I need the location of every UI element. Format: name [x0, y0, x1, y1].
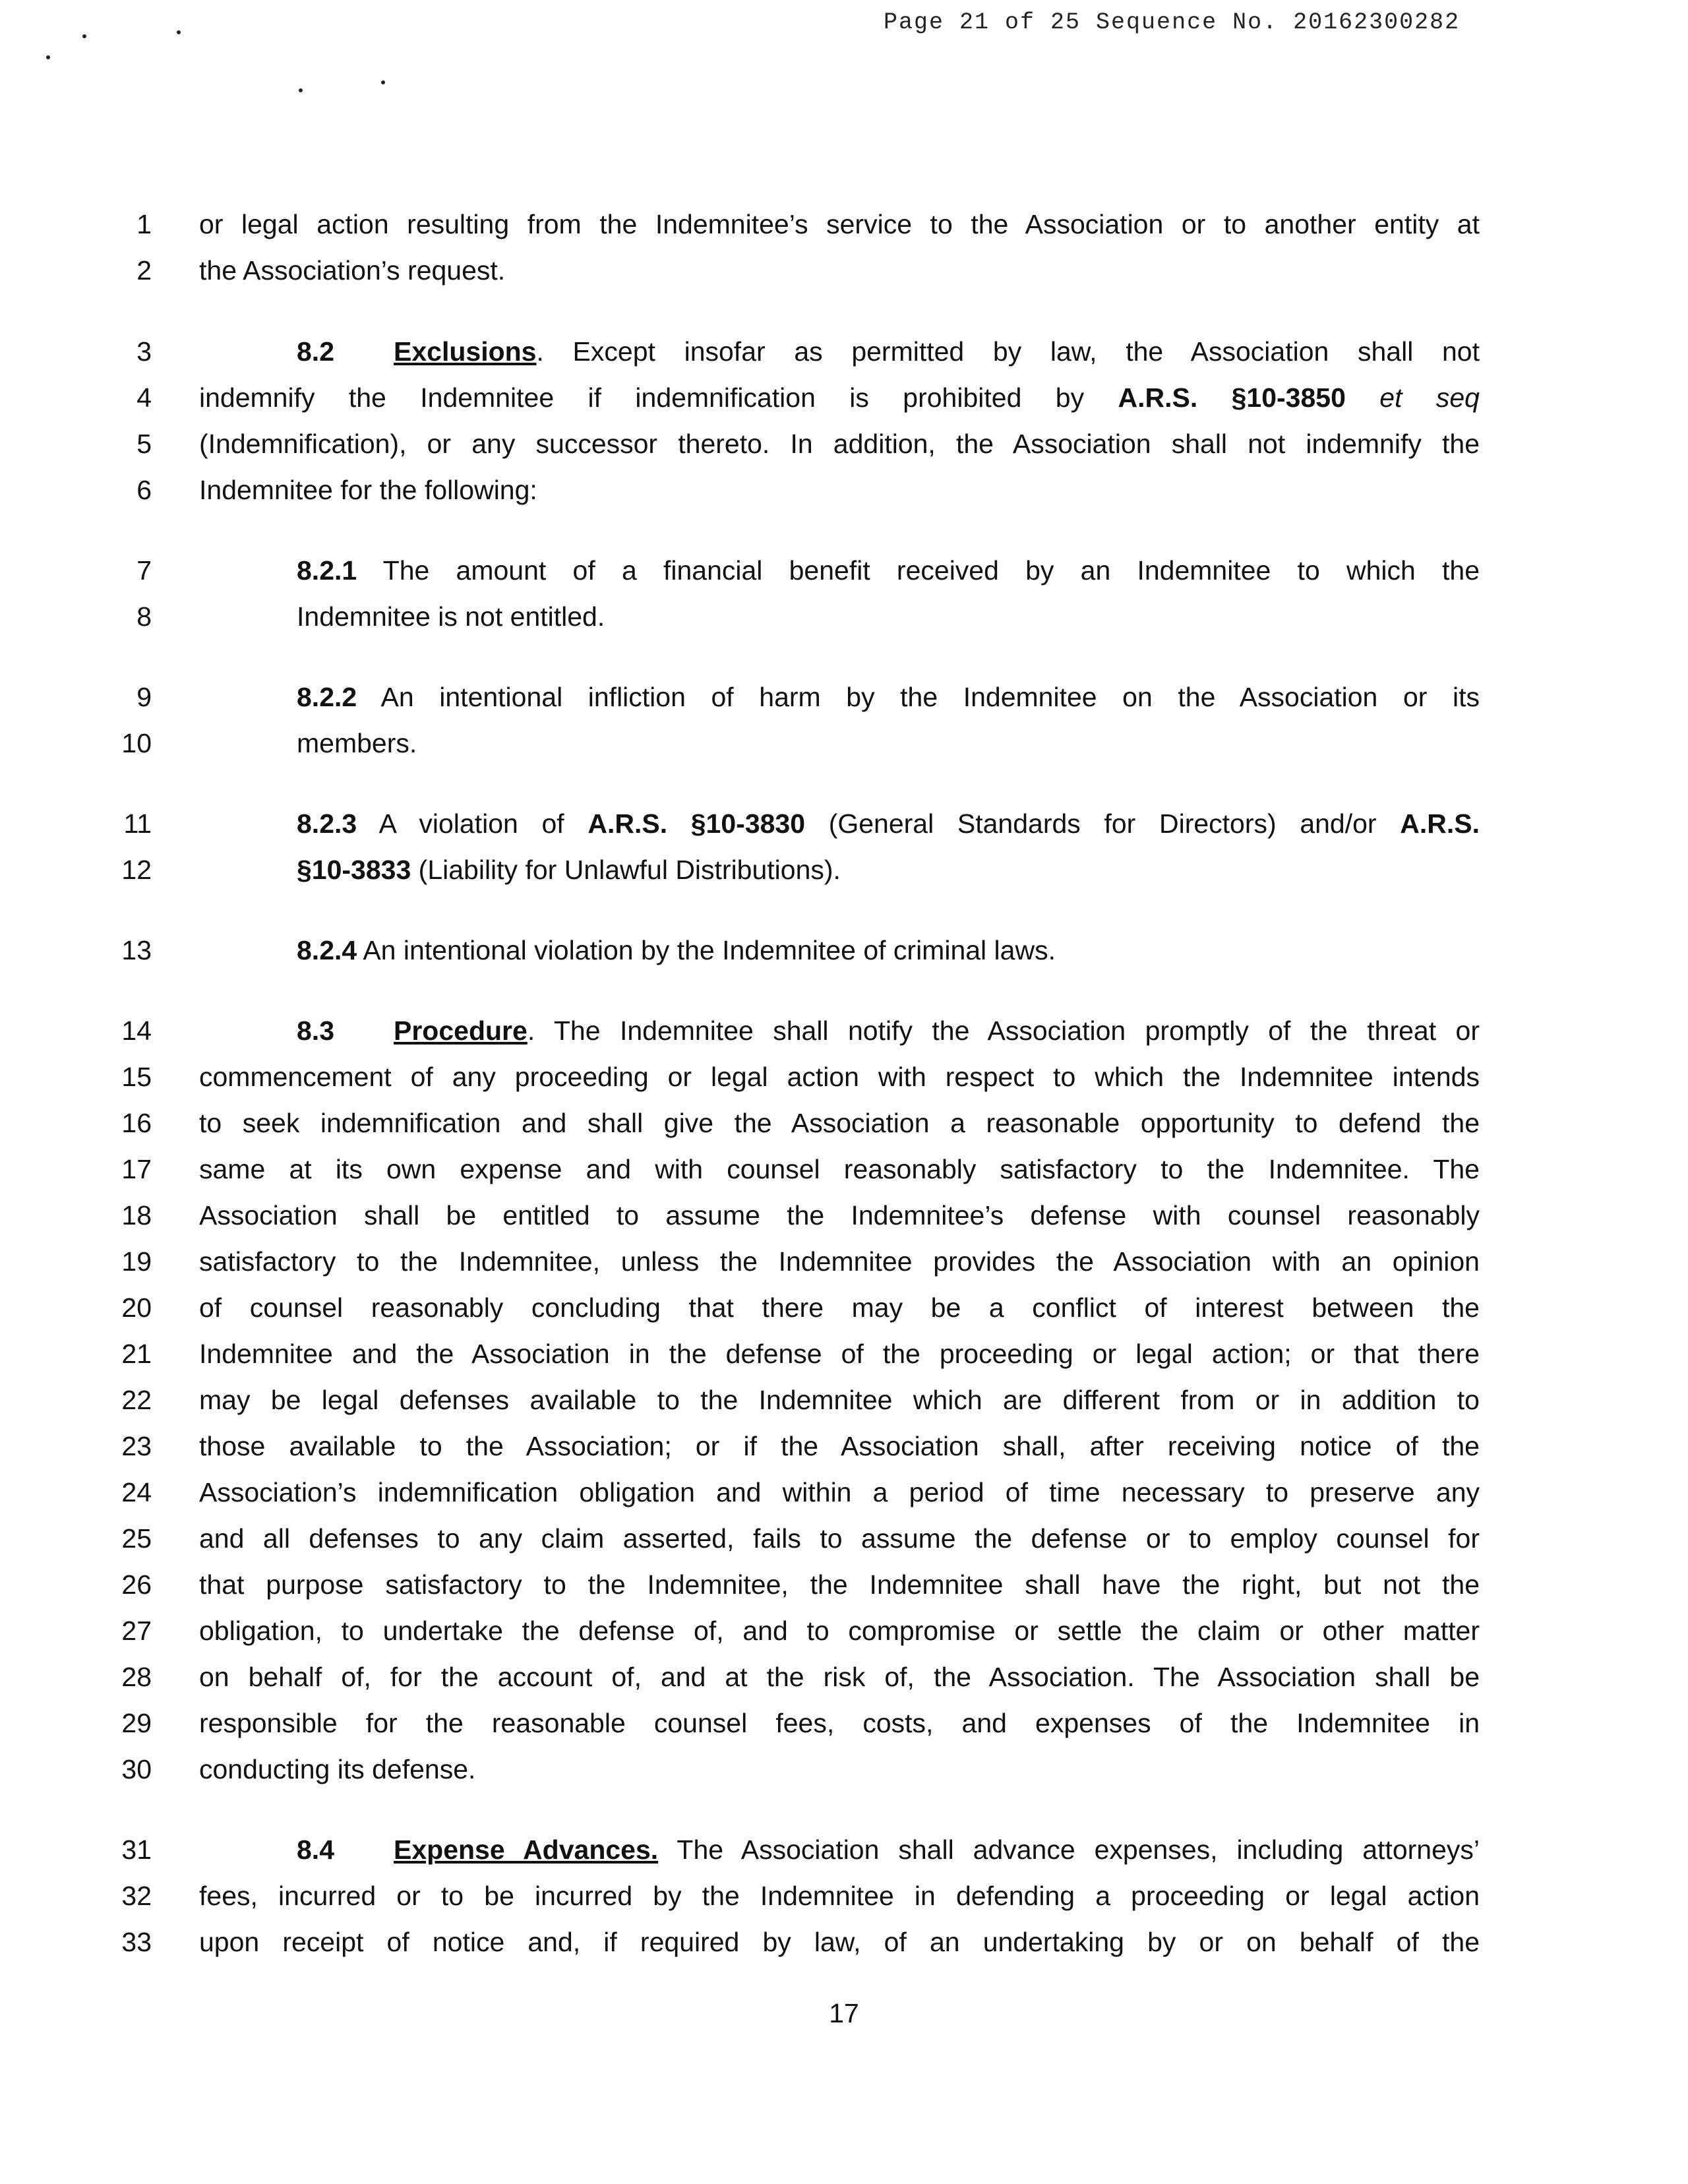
line-number: 25	[121, 1523, 152, 1554]
line-number: 22	[121, 1385, 152, 1415]
line-number: 9	[136, 682, 152, 712]
line-text: Indemnitee is not entitled.	[297, 601, 605, 632]
document-line	[0, 847, 1688, 893]
line-text: commencement of any proceeding or legal action with respect to which the Indemnitee intends	[199, 1062, 1480, 1092]
document-line	[0, 1469, 1688, 1515]
statute-ref: A.R.S. §10-3850	[1118, 382, 1346, 413]
section-number: 8.3	[297, 1016, 334, 1046]
line-text: the Association’s request.	[199, 255, 506, 286]
line-number: 16	[121, 1108, 152, 1138]
section-title: Exclusions	[394, 336, 537, 367]
line-number: 28	[121, 1662, 152, 1692]
line-number: 26	[121, 1569, 152, 1600]
document-line	[0, 1054, 1688, 1100]
document-line	[0, 1919, 1688, 1965]
document-line	[0, 247, 1688, 293]
line-number: 32	[121, 1881, 152, 1911]
line-text	[297, 927, 1480, 973]
line-text	[199, 375, 1480, 421]
document-line	[0, 593, 1688, 640]
line-text: conducting its defense.	[199, 1754, 476, 1784]
document-line	[0, 328, 1688, 375]
statute-ref: A.R.S.	[1400, 808, 1480, 839]
line-text: Indemnitee for the following:	[199, 475, 537, 505]
statute-ref: §10-3833	[297, 855, 411, 885]
line-text: and all defenses to any claim asserted, fails to assume the defense or to employ counsel for	[199, 1523, 1480, 1554]
document-line	[0, 1377, 1688, 1423]
line-number: 12	[121, 855, 152, 885]
section-number: 8.2.1	[297, 555, 357, 586]
document-line	[0, 927, 1688, 973]
section-number: 8.4	[297, 1835, 334, 1865]
spacer-text	[1346, 382, 1379, 413]
scan-speck	[46, 55, 50, 59]
line-text-rest: An intentional violation by the Indemnitee of criminal laws.	[357, 935, 1056, 965]
line-text: (Indemnification), or any successor thereto. In addition, the Association shall not indemnify the	[199, 429, 1480, 459]
section-number: 8.2.4	[297, 935, 357, 965]
document-line	[0, 1654, 1688, 1700]
section-number: 8.2.2	[297, 682, 357, 712]
line-text	[297, 328, 1480, 375]
document-line	[0, 1746, 1688, 1792]
line-number: 17	[121, 1154, 152, 1184]
line-number: 7	[136, 555, 152, 586]
line-text: upon receipt of notice and, if required by law, of an undertaking by or on behalf of the	[199, 1927, 1480, 1957]
line-number: 10	[121, 728, 152, 758]
line-number: 27	[121, 1616, 152, 1646]
line-text: Indemnitee and the Association in the defense of the proceeding or legal action; or that there	[199, 1339, 1480, 1369]
line-number: 20	[121, 1292, 152, 1323]
italic-text: et seq	[1379, 382, 1480, 413]
line-number: 8	[136, 601, 152, 632]
line-number: 29	[121, 1708, 152, 1738]
scan-speck	[82, 34, 86, 38]
document-line	[0, 720, 1688, 766]
line-text	[297, 1008, 1480, 1054]
line-text-pre: A violation of	[357, 808, 588, 839]
page-header: Page 21 of 25 Sequence No. 20162300282	[884, 9, 1461, 36]
line-text-rest: The amount of a financial benefit received by an Indemnitee to which the	[357, 555, 1480, 586]
line-number: 19	[121, 1246, 152, 1277]
line-number: 3	[136, 336, 152, 367]
line-number: 4	[136, 382, 152, 413]
document-line	[0, 1146, 1688, 1192]
line-number: 24	[121, 1477, 152, 1507]
line-text: or legal action resulting from the Indemnitee’s service to the Association or to another entity at	[199, 209, 1480, 239]
document-line	[0, 1608, 1688, 1654]
line-text: same at its own expense and with counsel reasonably satisfactory to the Indemnitee. The	[199, 1154, 1480, 1184]
line-number: 33	[121, 1927, 152, 1957]
line-text: may be legal defenses available to the Indemnitee which are different from or in addition to	[199, 1385, 1480, 1415]
line-text: on behalf of, for the account of, and at the risk of, the Association. The Association shall be	[199, 1662, 1480, 1692]
line-number: 31	[121, 1835, 152, 1865]
line-text: responsible for the reasonable counsel fees, costs, and expenses of the Indemnitee in	[199, 1708, 1480, 1738]
line-text: that purpose satisfactory to the Indemnitee, the Indemnitee shall have the right, but not the	[199, 1569, 1480, 1600]
document-line	[0, 547, 1688, 593]
line-text: those available to the Association; or if the Association shall, after receiving notice of the	[199, 1431, 1480, 1461]
section-number: 8.2.3	[297, 808, 357, 839]
line-text: to seek indemnification and shall give the Association a reasonable opportunity to defend the	[199, 1108, 1480, 1138]
document-line	[0, 1285, 1688, 1331]
line-text-rest: The Association shall advance expenses, including attorneys’	[658, 1835, 1480, 1865]
document-line	[0, 1423, 1688, 1469]
line-number: 5	[136, 429, 152, 459]
scan-speck	[177, 30, 181, 34]
line-number: 30	[121, 1754, 152, 1784]
line-text-rest: . Except insofar as permitted by law, the Association shall not	[536, 336, 1480, 367]
line-text	[297, 674, 1480, 720]
line-text-pre: indemnify the Indemnitee if indemnification is prohibited by	[199, 382, 1118, 413]
line-number: 23	[121, 1431, 152, 1461]
document-line	[0, 801, 1688, 847]
line-text: fees, incurred or to be incurred by the Indemnitee in defending a proceeding or legal action	[199, 1881, 1480, 1911]
line-number: 6	[136, 475, 152, 505]
section-title: Expense Advances.	[394, 1835, 659, 1865]
document-line	[0, 201, 1688, 247]
line-number: 13	[121, 935, 152, 965]
document-line	[0, 1827, 1688, 1873]
document-line	[0, 375, 1688, 421]
line-text-rest: (Liability for Unlawful Distributions).	[411, 855, 841, 885]
line-number: 21	[121, 1339, 152, 1369]
document-line	[0, 1515, 1688, 1562]
line-text-rest: . The Indemnitee shall notify the Association promptly of the threat or	[527, 1016, 1480, 1046]
document-line	[0, 467, 1688, 513]
page-number: 17	[829, 1998, 859, 2028]
line-text	[297, 547, 1480, 593]
line-text: obligation, to undertake the defense of, and to compromise or settle the claim or other matter	[199, 1616, 1480, 1646]
document-line	[0, 1331, 1688, 1377]
scan-speck	[381, 80, 385, 84]
line-number: 11	[123, 808, 152, 839]
document-line	[0, 674, 1688, 720]
line-text: Association’s indemnification obligation and within a period of time necessary to preserve any	[199, 1477, 1480, 1507]
document-line	[0, 1873, 1688, 1919]
scan-speck	[299, 88, 303, 92]
line-text-mid: (General Standards for Directors) and/or	[805, 808, 1401, 839]
document-line	[0, 1100, 1688, 1146]
line-text-rest: An intentional infliction of harm by the Indemnitee on the Association or its	[357, 682, 1480, 712]
line-number: 1	[136, 209, 152, 239]
section-number: 8.2	[297, 336, 334, 367]
document-line	[0, 1238, 1688, 1285]
document-line	[0, 1192, 1688, 1238]
line-number: 14	[121, 1016, 152, 1046]
statute-ref: A.R.S. §10-3830	[588, 808, 806, 839]
document-line	[0, 1008, 1688, 1054]
document-line	[0, 1700, 1688, 1746]
line-text: of counsel reasonably concluding that there may be a conflict of interest between the	[199, 1292, 1480, 1323]
line-text: satisfactory to the Indemnitee, unless the Indemnitee provides the Association with an opinion	[199, 1246, 1480, 1277]
section-title: Procedure	[394, 1016, 528, 1046]
line-text: members.	[297, 728, 417, 758]
line-text	[297, 1827, 1480, 1873]
line-number: 15	[121, 1062, 152, 1092]
line-number: 2	[136, 255, 152, 286]
line-text	[297, 801, 1480, 847]
line-number: 18	[121, 1200, 152, 1230]
document-line	[0, 1562, 1688, 1608]
line-text: Association shall be entitled to assume the Indemnitee’s defense with counsel reasonably	[199, 1200, 1480, 1230]
line-text	[297, 847, 1480, 893]
document-line	[0, 421, 1688, 467]
